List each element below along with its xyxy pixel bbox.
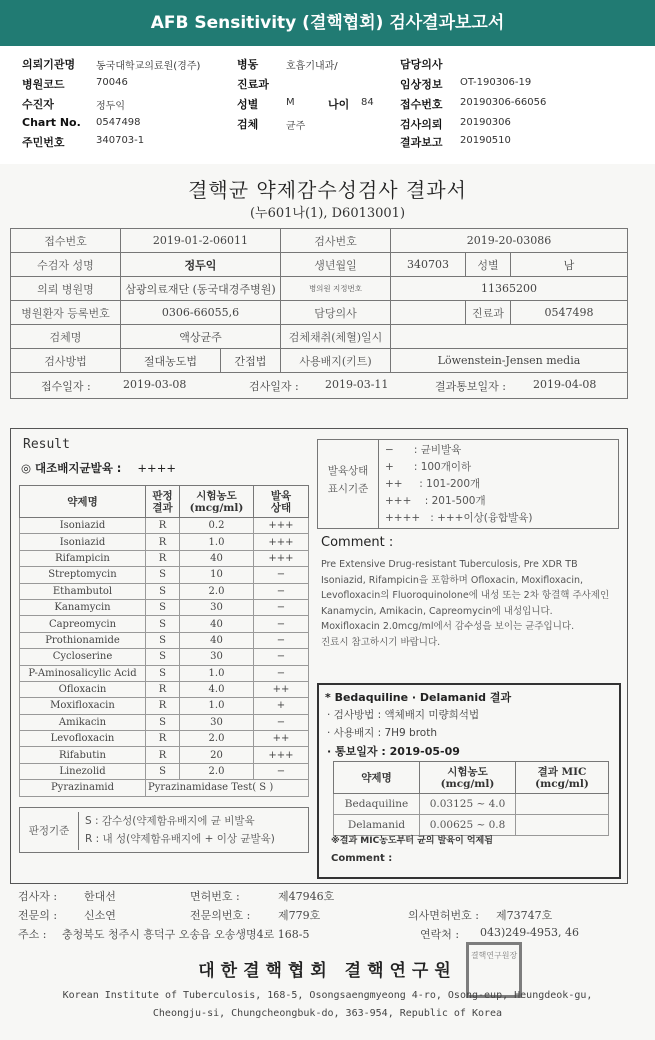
drug-conc: 0.2 xyxy=(180,518,254,534)
drug-name: Capreomycin xyxy=(20,616,146,632)
drug-row xyxy=(20,731,309,747)
rrn-label: 주민번호 xyxy=(22,136,65,149)
comment-line: Pre Extensive Drug-resistant Tuberculosis, Pre XDR TB xyxy=(321,559,578,570)
th-drug: 약제명 xyxy=(20,486,146,518)
drug-row xyxy=(20,583,309,599)
drug-name: Cycloserine xyxy=(20,649,146,665)
hospital-value: 동국대학교의료원(경주) xyxy=(96,61,201,72)
drug-name: Prothionamide xyxy=(20,632,146,648)
drug-conc: 40 xyxy=(180,632,254,648)
patient-label: 수진자 xyxy=(22,98,54,111)
drug-name: Ethambutol xyxy=(20,583,146,599)
growth-lines: − : 균비발육 + : 100개이하 ++ : 101-200개 +++ : 201-500개 ++++ : +++이상(융합발육) xyxy=(378,440,539,528)
drug-conc: 2.0 xyxy=(180,731,254,747)
bq-table xyxy=(333,761,609,836)
drug-row xyxy=(20,698,309,714)
request-value: 20190306 xyxy=(460,117,511,128)
address-label: 주소 : xyxy=(18,928,47,941)
specimen-value: 균주 xyxy=(286,121,306,132)
age-label: 나이 xyxy=(328,98,350,111)
report-date-value: 2019-04-08 xyxy=(533,378,597,391)
patient-value: 정두익 xyxy=(96,101,125,112)
bq-th-conc: 시험농도 (mcg/ml) xyxy=(420,762,516,794)
drug-growth: − xyxy=(254,632,309,648)
tester-value: 한대선 xyxy=(84,890,116,903)
medium-value: Löwenstein-Jensen media xyxy=(391,349,628,373)
drug-conc: 2.0 xyxy=(180,763,254,779)
ward-value: 호흡기내과/ xyxy=(286,61,338,72)
drug-result: S xyxy=(146,649,180,665)
criteria-s: S : 감수성(약제함유배지에 균 비발육 xyxy=(85,815,255,827)
drug-growth: − xyxy=(254,616,309,632)
drug-name: Rifampicin xyxy=(20,550,146,566)
drug-row xyxy=(20,747,309,763)
drug-growth: ++ xyxy=(254,681,309,697)
method-value-1: 절대농도법 xyxy=(121,349,221,373)
pza-value: Pyrazinamidase Test( S ) xyxy=(146,780,309,796)
comment-title: Comment : xyxy=(321,535,394,550)
pza-name: Pyrazinamid xyxy=(20,780,146,796)
collect-value xyxy=(391,325,628,349)
drug-name: Streptomycin xyxy=(20,567,146,583)
sex-value: M xyxy=(286,97,295,108)
comment-line: Moxifloxacin 2.0mcg/ml에서 감수성을 보이는 균주입니다. xyxy=(321,621,575,632)
drug-name: Moxifloxacin xyxy=(20,698,146,714)
ref-hospital-value: 삼광의료재단 (동국대경주병원) xyxy=(121,277,281,301)
drug-growth: − xyxy=(254,599,309,615)
drug-conc: 1.0 xyxy=(180,534,254,550)
birth-value: 340703 xyxy=(391,253,466,277)
address-value: 충청북도 청주시 흥덕구 오송읍 오송생명4로 168-5 xyxy=(62,928,310,941)
chart-value: 0547498 xyxy=(96,117,141,128)
chart-label: Chart No. xyxy=(22,116,81,129)
test-date-value: 2019-03-11 xyxy=(325,378,389,391)
bq-drug-mic xyxy=(516,815,609,836)
hospital-code-label: 병원코드 xyxy=(22,78,65,91)
bq-date: · 통보일자 : 2019-05-09 xyxy=(327,745,460,758)
bq-drug-name: Bedaquiline xyxy=(334,794,420,815)
drug-name: Levofloxacin xyxy=(20,731,146,747)
drug-result: R xyxy=(146,681,180,697)
drug-result: S xyxy=(146,599,180,615)
hospital-label: 의뢰기관명 xyxy=(22,58,76,71)
bq-th-drug: 약제명 xyxy=(334,762,420,794)
criteria-label: 판정기준 xyxy=(28,825,70,837)
drug-growth: +++ xyxy=(254,747,309,763)
drug-row xyxy=(20,616,309,632)
specialist-label: 전문의 : xyxy=(18,909,58,922)
drug-result: R xyxy=(146,747,180,763)
bq-drug-mic xyxy=(516,794,609,815)
drug-result: R xyxy=(146,698,180,714)
patient-name-value: 정두익 xyxy=(121,253,281,277)
test-no-value: 2019-20-03086 xyxy=(391,229,628,253)
spec-license-label: 전문의번호 : xyxy=(190,909,251,922)
drug-row xyxy=(20,665,309,681)
drug-row xyxy=(20,567,309,583)
drug-conc: 1.0 xyxy=(180,698,254,714)
official-seal: 결핵연구원장 xyxy=(466,942,522,998)
ward-label: 병동 xyxy=(237,58,259,71)
drug-row xyxy=(20,714,309,730)
drug-result: S xyxy=(146,567,180,583)
receipt-no-label: 접수번호 xyxy=(11,229,121,253)
drug-conc: 30 xyxy=(180,599,254,615)
method-value-2: 간접법 xyxy=(221,349,281,373)
method-label: 검사방법 xyxy=(11,349,121,373)
doctor-label: 담당의사 xyxy=(281,301,391,325)
drug-result: R xyxy=(146,731,180,747)
drug-row xyxy=(20,599,309,615)
receipt-date-label: 접수일자 : xyxy=(41,380,91,393)
dept-label: 진료과 xyxy=(466,301,511,325)
phone-label: 연락처 : xyxy=(420,928,460,941)
drug-conc: 10 xyxy=(180,567,254,583)
doc-license-label: 의사면허번호 : xyxy=(408,909,479,922)
drug-result: R xyxy=(146,518,180,534)
report-header: AFB Sensitivity (결핵협회) 검사결과보고서 xyxy=(0,0,655,46)
drug-growth: − xyxy=(254,567,309,583)
criteria-r: R : 내 성(약제함유배지에 + 이상 균발육) xyxy=(85,833,275,845)
drug-row xyxy=(20,632,309,648)
spec-license-value: 제779호 xyxy=(278,909,321,922)
ref-hospital-label: 의뢰 병원명 xyxy=(11,277,121,301)
org-address-en-2: Cheongju-si, Chungcheongbuk-do, 363-954, Republic of Korea xyxy=(152,1008,503,1019)
bq-comment: Comment : xyxy=(331,853,393,864)
drug-conc: 2.0 xyxy=(180,583,254,599)
drug-name: Linezolid xyxy=(20,763,146,779)
bq-medium: · 사용배지 : 7H9 broth xyxy=(327,727,438,739)
drug-row xyxy=(20,518,309,534)
report-label: 결과보고 xyxy=(400,136,443,149)
drug-name: Ofloxacin xyxy=(20,681,146,697)
control-growth-line xyxy=(21,460,176,476)
drug-conc: 20 xyxy=(180,747,254,763)
org-name: 대한결핵협회 결핵연구원 xyxy=(198,961,457,981)
drug-result: S xyxy=(146,616,180,632)
birth-label: 생년월일 xyxy=(281,253,391,277)
drug-table xyxy=(19,485,309,797)
test-date-label: 검사일자 : xyxy=(249,380,299,393)
license-label: 면허번호 : xyxy=(190,890,240,903)
reg-no-label: 병원환자 등록번호 xyxy=(11,301,121,325)
drug-result: R xyxy=(146,534,180,550)
hospital-id-value: 11365200 xyxy=(391,277,628,301)
dept-value: 0547498 xyxy=(511,301,628,325)
bq-method: · 검사방법 : 액체배지 미량희석법 xyxy=(327,709,480,721)
drug-name: Kanamycin xyxy=(20,599,146,615)
drug-conc: 30 xyxy=(180,649,254,665)
growth-label: 발육상태 표시기준 xyxy=(327,465,369,495)
comment-line: Isoniazid, Rifampicin을 포함하며 Ofloxacin, Moxifloxacin, Levofloxacin의 Fluoroquinolone에 내성 또는 2차 항결핵 주사제인 Kanamycin, Amikacin, Capreomycin에 내성입니다. xyxy=(321,574,610,617)
drug-result: S xyxy=(146,763,180,779)
drug-row xyxy=(20,649,309,665)
criteria-lines xyxy=(78,812,275,850)
drug-result: S xyxy=(146,665,180,681)
drug-name: Amikacin xyxy=(20,714,146,730)
receipt-value: 20190306-66056 xyxy=(460,97,547,108)
drug-growth: ++ xyxy=(254,731,309,747)
doctor-value xyxy=(391,301,466,325)
receipt-date-value: 2019-03-08 xyxy=(123,378,187,391)
bq-th-mic: 결과 MIC (mcg/ml) xyxy=(516,762,609,794)
drug-result: S xyxy=(146,714,180,730)
drug-growth: − xyxy=(254,763,309,779)
bq-note: ※결과 MIC농도부터 균의 발육이 억제됨 xyxy=(331,836,493,846)
specimen-label: 검체 xyxy=(237,118,259,131)
bq-title: * Bedaquiline · Delamanid 결과 xyxy=(325,691,512,704)
drug-row xyxy=(20,681,309,697)
info-table xyxy=(10,228,628,399)
th-conc: 시험농도 (mcg/ml) xyxy=(180,486,254,518)
drug-name: Rifabutin xyxy=(20,747,146,763)
drug-name: Isoniazid xyxy=(20,534,146,550)
drug-name: P-Aminosalicylic Acid xyxy=(20,665,146,681)
medium-label: 사용배지(키트) xyxy=(281,349,391,373)
th-growth: 발육 상태 xyxy=(254,486,309,518)
bedaquiline-delamanid-box xyxy=(317,683,621,879)
growth-standard-box xyxy=(317,439,619,529)
drug-growth: − xyxy=(254,649,309,665)
drug-result: R xyxy=(146,550,180,566)
sex-label: 성별 xyxy=(466,253,511,277)
drug-result: S xyxy=(146,632,180,648)
drug-growth: − xyxy=(254,583,309,599)
th-judge: 판정 결과 xyxy=(146,486,180,518)
collect-label: 검체채취(체혈)일시 xyxy=(281,325,391,349)
drug-name: Isoniazid xyxy=(20,518,146,534)
drug-growth: +++ xyxy=(254,534,309,550)
doc-subtitle: (누601나(1), D6013001) xyxy=(249,206,406,221)
specialist-value: 신소연 xyxy=(84,909,116,922)
bq-drug-name: Delamanid xyxy=(334,815,420,836)
drug-growth: − xyxy=(254,714,309,730)
doctor-label: 담당의사 xyxy=(400,58,443,71)
sex-value: 남 xyxy=(511,253,628,277)
hospital-id-label: 병의원 지정번호 xyxy=(281,277,391,301)
age-value: 84 xyxy=(361,97,374,108)
request-label: 검사의뢰 xyxy=(400,118,443,131)
drug-conc: 1.0 xyxy=(180,665,254,681)
bq-drug-conc: 0.00625 ~ 0.8 xyxy=(420,815,516,836)
hospital-code-value: 70046 xyxy=(96,77,128,88)
drug-conc: 40 xyxy=(180,550,254,566)
report-date-label: 결과통보일자 : xyxy=(435,380,506,393)
doc-title: 결핵균 약제감수성검사 결과서 xyxy=(188,178,467,202)
drug-conc: 40 xyxy=(180,616,254,632)
drug-row xyxy=(20,763,309,779)
drug-growth: +++ xyxy=(254,550,309,566)
receipt-no-value: 2019-01-2-06011 xyxy=(121,229,281,253)
control-value: ++++ xyxy=(137,461,176,475)
sex-label: 성별 xyxy=(237,98,259,111)
drug-row xyxy=(20,534,309,550)
control-label: ◎ 대조배지균발육 : xyxy=(21,461,122,475)
drug-row xyxy=(20,550,309,566)
patient-name-label: 수검자 성명 xyxy=(11,253,121,277)
result-section xyxy=(10,428,628,884)
result-title: Result xyxy=(23,437,70,452)
specimen-label: 검체명 xyxy=(11,325,121,349)
doc-license-value: 제73747호 xyxy=(496,909,553,922)
clinical-value: OT-190306-19 xyxy=(460,77,532,88)
reg-no-value: 0306-66055,6 xyxy=(121,301,281,325)
tester-label: 검사자 : xyxy=(18,890,58,903)
comment-body xyxy=(321,557,621,650)
criteria-box xyxy=(19,807,309,853)
dept-label: 진료과 xyxy=(237,78,269,91)
report-value: 20190510 xyxy=(460,135,511,146)
patient-info-panel xyxy=(0,52,655,162)
drug-conc: 30 xyxy=(180,714,254,730)
comment-line: 진료시 참고하시기 바랍니다. xyxy=(321,636,441,648)
receipt-label: 접수번호 xyxy=(400,98,443,111)
license-value: 제47946호 xyxy=(278,890,335,903)
drug-growth: + xyxy=(254,698,309,714)
clinical-label: 임상정보 xyxy=(400,78,443,91)
bq-drug-conc: 0.03125 ~ 4.0 xyxy=(420,794,516,815)
drug-growth: − xyxy=(254,665,309,681)
scanned-report xyxy=(0,164,655,1040)
drug-result: S xyxy=(146,583,180,599)
phone-value: 043)249-4953, 46 xyxy=(480,926,579,939)
specimen-value: 액상균주 xyxy=(121,325,281,349)
drug-conc: 4.0 xyxy=(180,681,254,697)
drug-growth: +++ xyxy=(254,518,309,534)
rrn-value: 340703-1 xyxy=(96,135,145,146)
org-address-en-1: Korean Institute of Tuberculosis, 168-5, Osongsaengmyeong 4-ro, Osong-eup, Heungdeok-gu, xyxy=(62,990,593,1001)
test-no-label: 검사번호 xyxy=(281,229,391,253)
